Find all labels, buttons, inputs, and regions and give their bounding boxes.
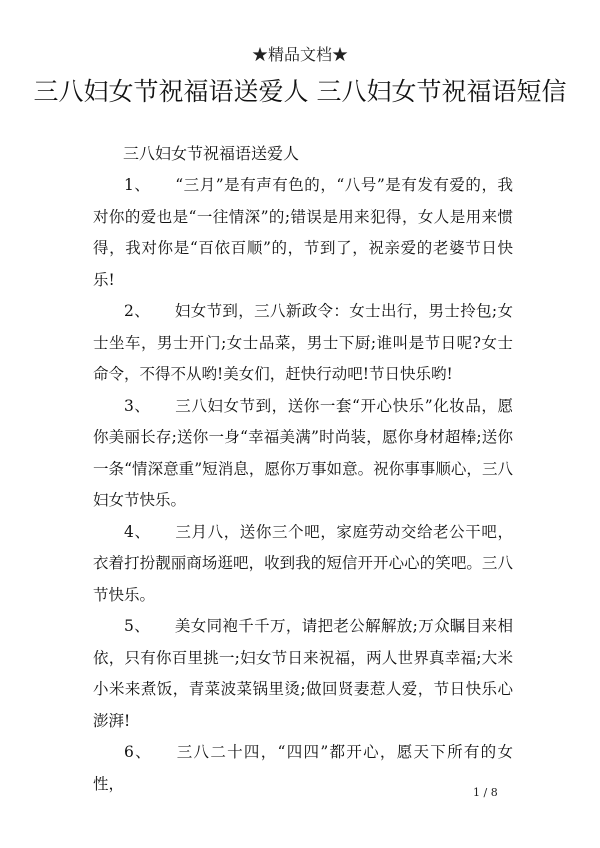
paragraph-text: 妇女节到，三八新政令：女士出行，男士拎包;女士坐车，男士开门;女士品菜，男士下厨;谁叫是节日呢?女士命令，不得不从哟!美女们，赶快行动吧!节日快乐哟! [93,302,513,383]
paragraph-5 [93,611,513,737]
paragraph-text: “三月”是有声有色的，“八号”是有发有爱的，我对你的爱也是“一往情深”的;错误是用来犯得，女人是用来惯得，我对你是“百依百顺”的，节到了，祝亲爱的老婆节日快乐! [93,176,513,289]
paragraph-1 [93,170,513,296]
document-title: 三八妇女节祝福语送爱人 三八妇女节祝福语短信 [33,77,567,106]
paragraph-2 [93,296,513,391]
paragraph-number: 3、 [124,396,151,415]
paragraph-number: 1、 [124,176,151,194]
document-body [93,170,513,800]
page-indicator: 1 / 8 [473,786,498,799]
paragraph-text: 三八妇女节到，送你一套“开心快乐”化妆品，愿你美丽长存;送你一身“幸福美满”时尚装，愿你身材超棒;送你一条“情深意重”短消息，愿你万事如意。祝你事事顺心，三八妇女节快乐。 [93,396,513,509]
paragraph-number: 2、 [124,302,151,320]
paragraph-number: 5、 [124,617,151,635]
paragraph-text: 美女同袍千千万，请把老公解解放;万众瞩目来相依，只有你百里挑一;妇女节日来祝福，两人世界真幸福;大米小米来煮饭，青菜波菜锅里烫;做回贤妻惹人爱，节日快乐心澎湃! [93,617,513,730]
paragraph-text: 三月八，送你三个吧，家庭劳动交给老公干吧，衣着打扮靓丽商场逛吧，收到我的短信开开心心的笑吧。三八节快乐。 [93,522,513,604]
paragraph-6 [93,737,513,800]
paragraph-4 [93,517,513,612]
section-subtitle: 三八妇女节祝福语送爱人 [123,144,300,163]
paragraph-text: 三八二十四，“四四”都开心，愿天下所有的女性， [93,743,513,793]
document-header-mark: ★精品文档★ [251,45,348,64]
paragraph-number: 6、 [124,743,152,761]
paragraph-number: 4、 [124,522,151,541]
paragraph-3 [93,391,513,517]
